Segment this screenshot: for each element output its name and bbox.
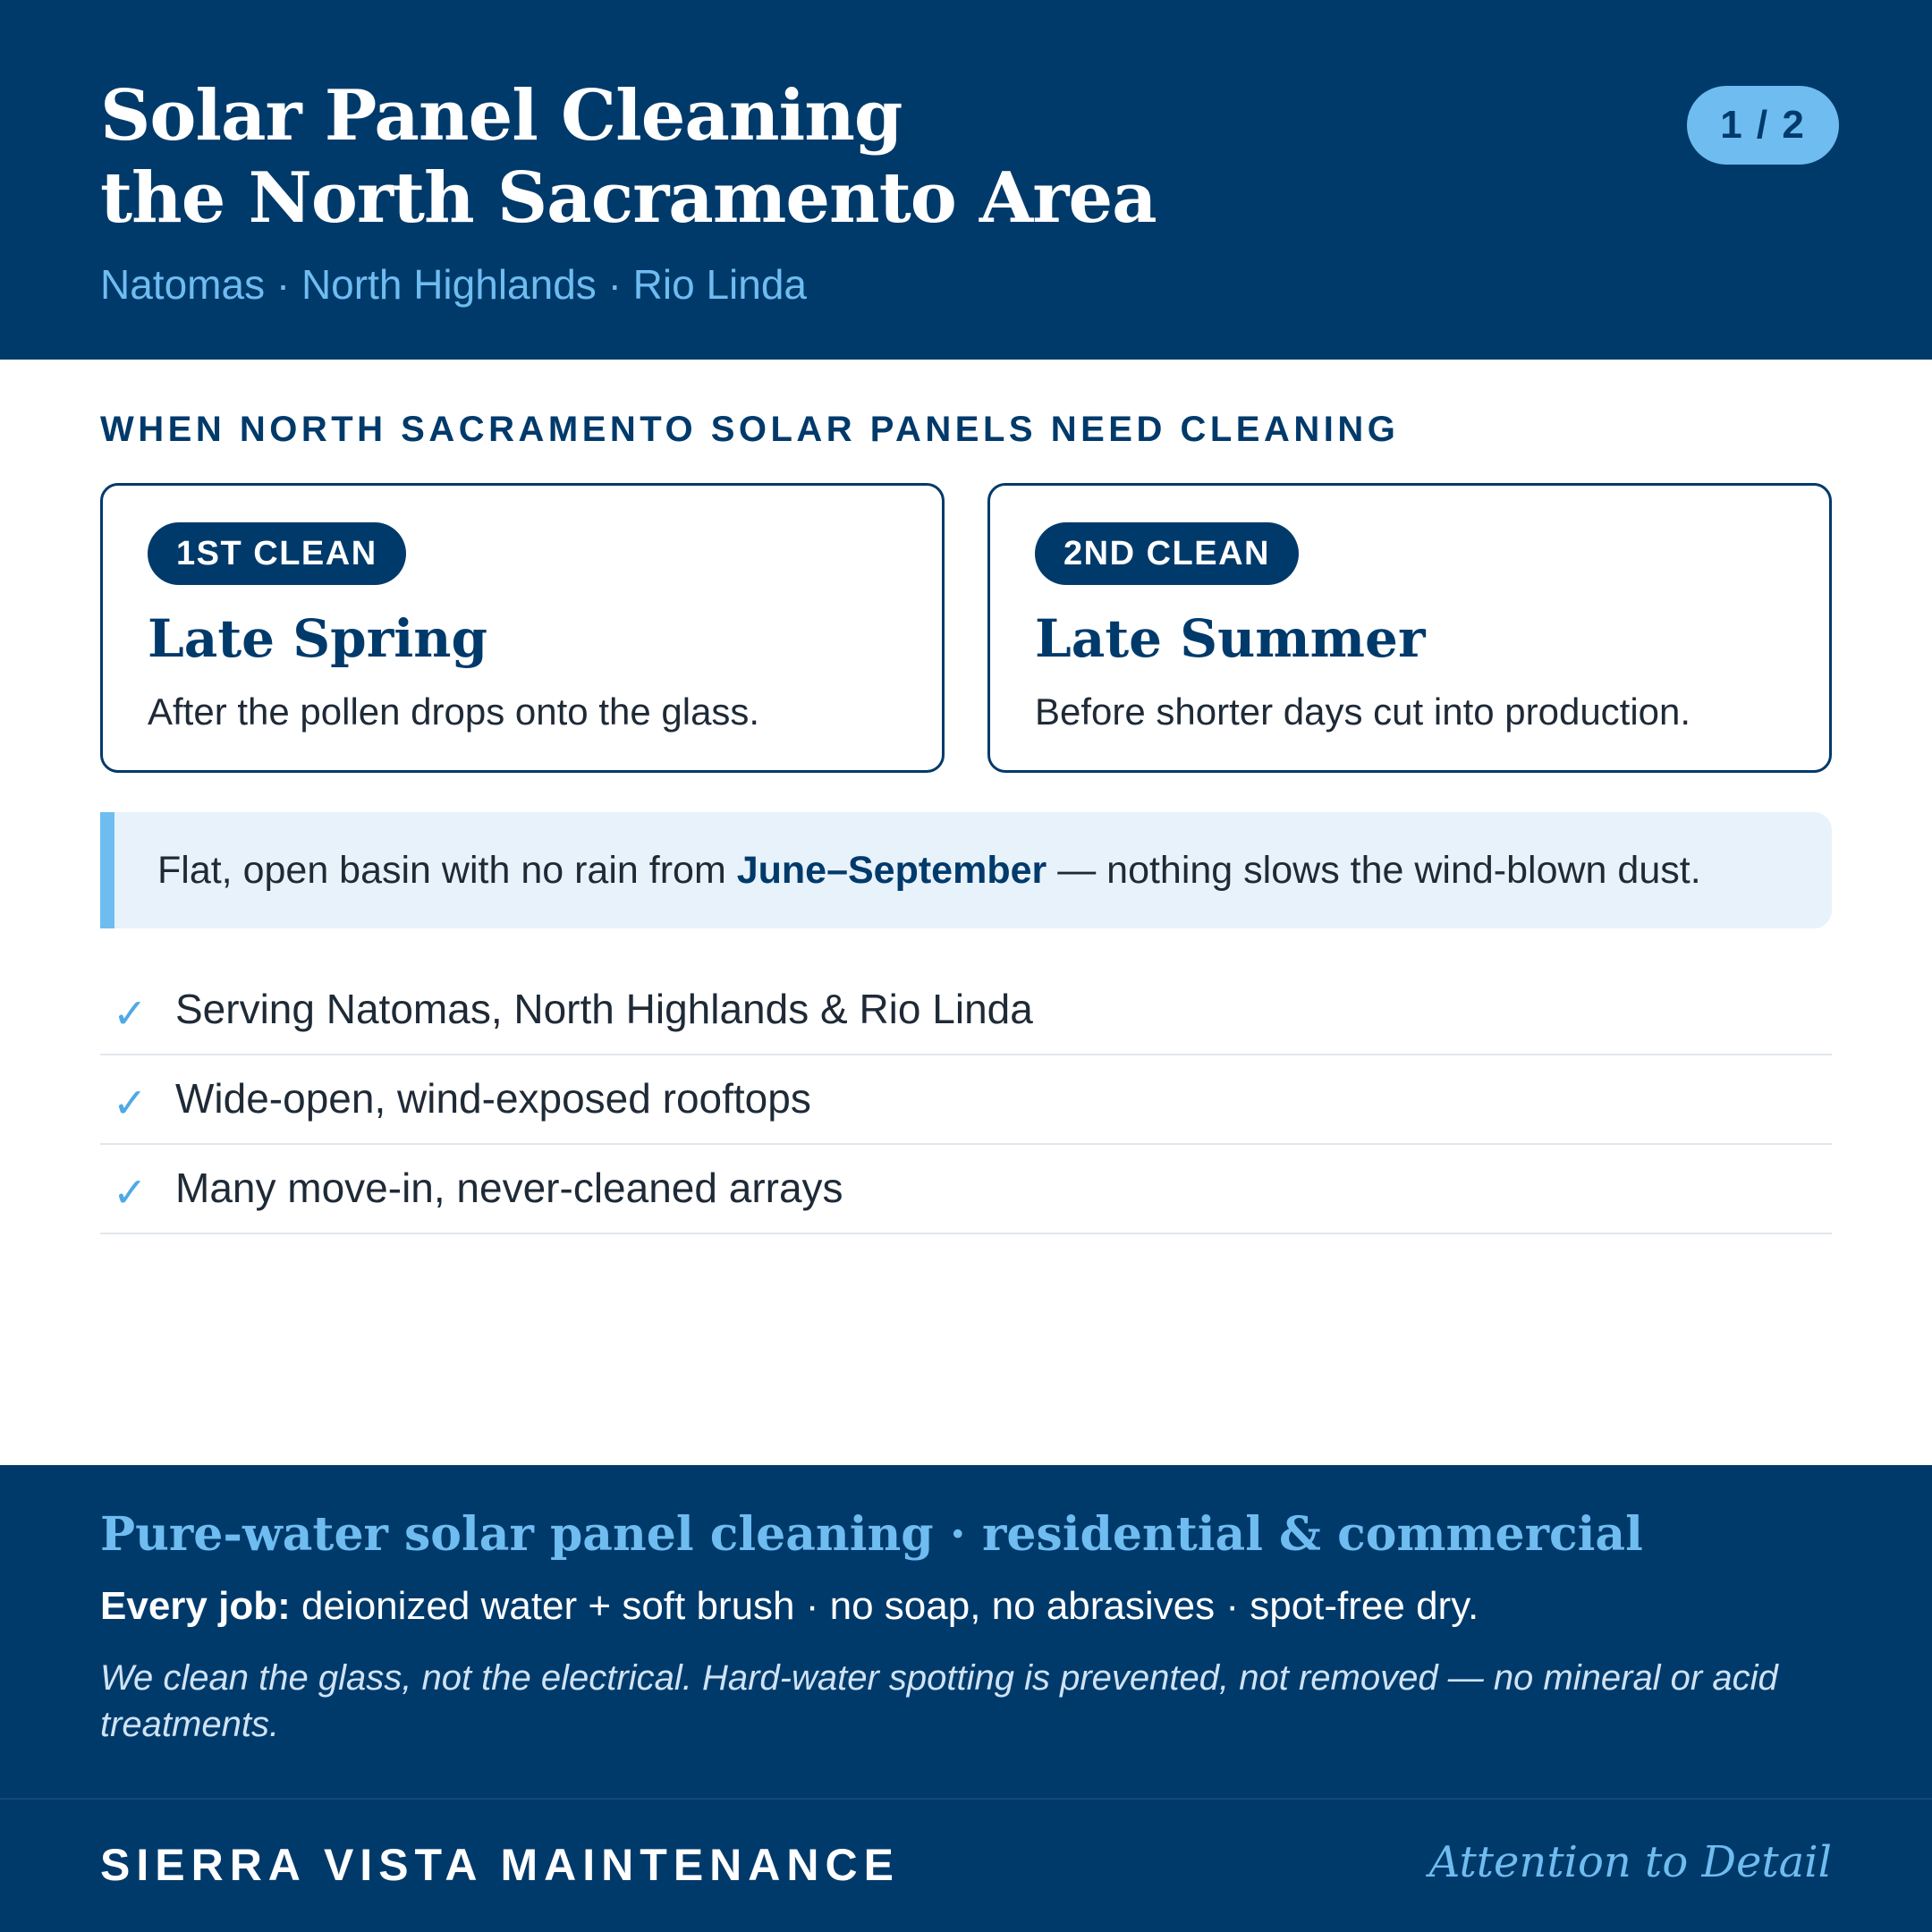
brand-name: SIERRA VISTA MAINTENANCE [100,1840,900,1890]
area-subtitle: Natomas · North Highlands · Rio Linda [100,261,808,308]
clean-card-pill: 1ST CLEAN [148,522,406,585]
service-headline: Pure-water solar panel cleaning · residential & commercial [100,1507,1643,1562]
page-title-line-1: Solar Panel Cleaning [100,75,902,157]
clean-card-description: Before shorter days cut into production. [1035,691,1691,733]
header-banner [0,0,1932,360]
callout-text-after: — nothing slows the wind-blown dust. [1057,848,1701,892]
disclaimer-note: We clean the glass, not the electrical. Hard-water spotting is prevented, not removed — no mineral or acid treatments. [100,1658,1778,1744]
footer-banner [0,1465,1932,1932]
feature-checklist [100,966,1832,1234]
check-icon: ✓ [113,1079,148,1127]
service-method-line [100,1581,1479,1631]
page-indicator-badge: 1 / 2 [1687,86,1839,165]
list-item-text: Serving Natomas, North Highlands & Rio Linda [175,986,1033,1032]
clean-card-1 [100,483,945,773]
list-item [100,966,1832,1055]
list-item [100,1055,1832,1145]
list-item-text: Many move-in, never-cleaned arrays [175,1165,843,1211]
service-method-label: Every job: [100,1584,291,1628]
list-item-text: Wide-open, wind-exposed rooftops [175,1075,811,1122]
clean-card-description: After the pollen drops onto the glass. [148,691,760,733]
brand-tagline: Attention to Detail [1428,1837,1832,1887]
check-icon: ✓ [113,989,148,1038]
clean-card-title: Late Spring [148,608,488,669]
clean-card-title: Late Summer [1035,608,1426,669]
callout-text-before: Flat, open basin with no rain from [157,848,726,892]
list-item [100,1145,1832,1234]
page-title [100,75,1621,240]
climate-callout [100,812,1832,928]
section-heading: WHEN NORTH SACRAMENTO SOLAR PANELS NEED CLEANING [100,410,1400,449]
clean-card-pill: 2ND CLEAN [1035,522,1299,585]
check-icon: ✓ [113,1168,148,1216]
page-title-line-2: the North Sacramento Area [100,157,1157,239]
service-method-text: deionized water + soft brush · no soap, no abrasives · spot-free dry. [290,1584,1479,1628]
clean-card-2 [987,483,1832,773]
footer-divider [0,1798,1932,1800]
callout-highlight: June–September [736,848,1047,892]
